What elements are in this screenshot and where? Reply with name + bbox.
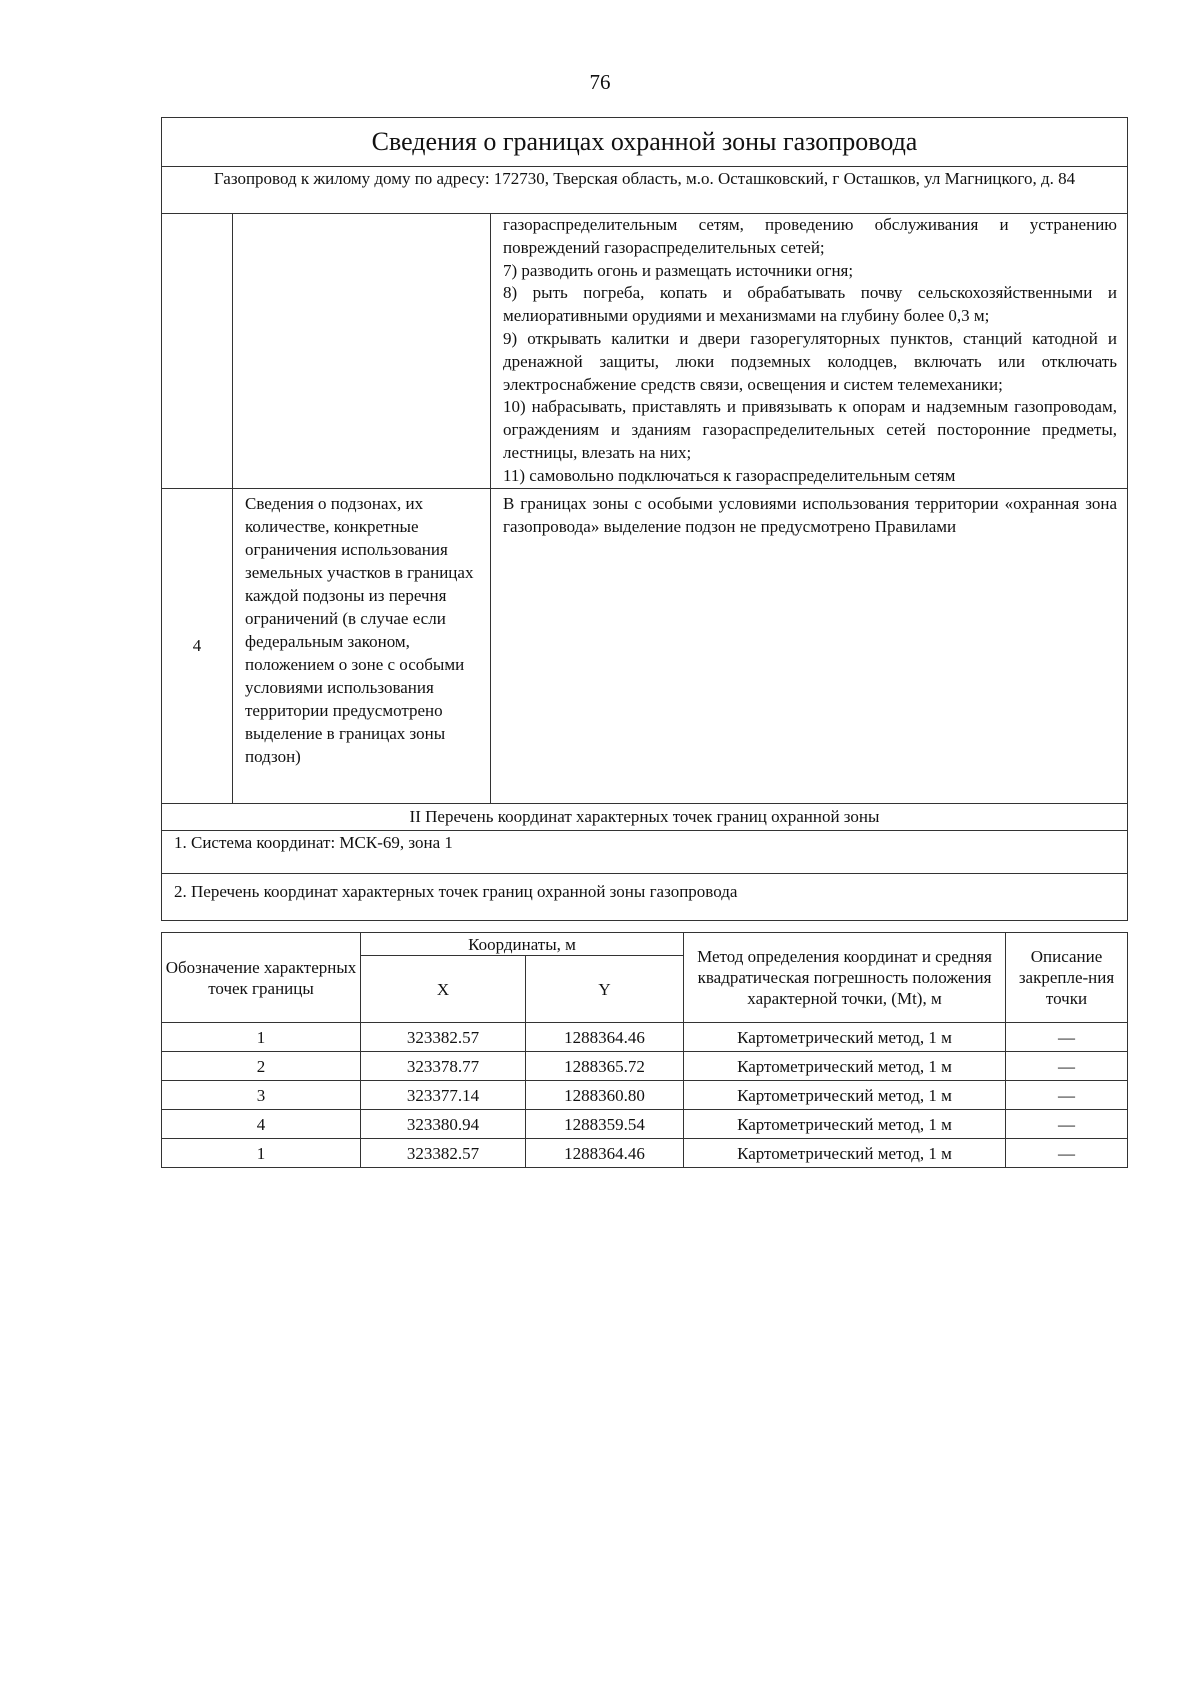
header-method: Метод определения координат и средняя квадратическая погрешность положения характерной точки, (Mt), м: [684, 933, 1006, 1023]
rules-continuation: [491, 214, 1128, 489]
header-coordinates: Координаты, м: [361, 933, 684, 956]
x-cell: 323380.94: [361, 1110, 526, 1139]
table-row: [162, 1023, 1128, 1052]
point-cell: 1: [162, 1139, 361, 1168]
rule-text: 9) открывать калитки и двери газорегуляторных пунктов, станций катодной и дренажной защиты, люки подземных колодцев, включать или отключать электроснабжение средств связи, освещения и систем телемеханики;: [503, 328, 1117, 394]
method-cell: Картометрический метод, 1 м: [684, 1110, 1006, 1139]
rule-text: 8) рыть погреба, копать и обрабатывать почву сельскохозяйственными и мелиоративными орудиями и механизмами на глубину более 0,3 м;: [503, 283, 1117, 326]
y-cell: 1288364.46: [526, 1139, 684, 1168]
subzone-value: В границах зоны с особыми условиями использования территории «охранная зона газопровода» выделение подзон не предусмотрено Правилами: [491, 488, 1128, 803]
subzone-label: Сведения о подзонах, их количестве, конкретные ограничения использования земельных участков в границах каждой подзоны из перечня ограничений (в случае если федеральным законом, положением о зоне с особыми условиями использования территории предусмотрено выделение в границах зоны подзон): [233, 488, 491, 803]
description-cell: —: [1006, 1081, 1128, 1110]
header-x: X: [361, 956, 526, 1023]
method-cell: Картометрический метод, 1 м: [684, 1139, 1006, 1168]
document-title: Сведения о границах охранной зоны газопровода: [162, 118, 1128, 167]
header-point: Обозначение характерных точек границы: [162, 933, 361, 1023]
section-title: II Перечень координат характерных точек границ охранной зоны: [162, 803, 1128, 830]
header-description: Описание закрепле-ния точки: [1006, 933, 1128, 1023]
rule-text: 10) набрасывать, приставлять и привязывать к опорам и надземным газопроводам, ограждениям и зданиям газораспределительных сетей посторонние предметы, лестницы, влезать на них;: [503, 397, 1117, 462]
x-cell: 323382.57: [361, 1139, 526, 1168]
y-cell: 1288365.72: [526, 1052, 684, 1081]
method-cell: Картометрический метод, 1 м: [684, 1023, 1006, 1052]
rule-text: 11) самовольно подключаться к газораспределительным сетям: [503, 465, 956, 485]
zone-info-table: [161, 117, 1128, 921]
rule-text: газораспределительным сетям, проведению обслуживания и устранению повреждений газораспределительных сетей;: [503, 215, 1117, 257]
coordinate-list-title: 2. Перечень координат характерных точек границ охранной зоны газопровода: [162, 873, 1128, 920]
point-cell: 2: [162, 1052, 361, 1081]
method-cell: Картометрический метод, 1 м: [684, 1052, 1006, 1081]
y-cell: 1288364.46: [526, 1023, 684, 1052]
coordinates-table: [161, 932, 1128, 1168]
description-cell: —: [1006, 1052, 1128, 1081]
table-row: [162, 1139, 1128, 1168]
rules-row: [162, 214, 1128, 489]
point-cell: 4: [162, 1110, 361, 1139]
description-cell: —: [1006, 1110, 1128, 1139]
method-cell: Картометрический метод, 1 м: [684, 1081, 1006, 1110]
page-number: 76: [589, 70, 611, 94]
rules-number-cell: [162, 214, 233, 489]
point-cell: 3: [162, 1081, 361, 1110]
table-row: [162, 1052, 1128, 1081]
header-y: Y: [526, 956, 684, 1023]
y-cell: 1288359.54: [526, 1110, 684, 1139]
table-row: [162, 1081, 1128, 1110]
description-cell: —: [1006, 1023, 1128, 1052]
x-cell: 323382.57: [361, 1023, 526, 1052]
y-cell: 1288360.80: [526, 1081, 684, 1110]
x-cell: 323378.77: [361, 1052, 526, 1081]
rule-text: 7) разводить огонь и размещать источники огня;: [503, 260, 854, 280]
row-number: 4: [162, 488, 233, 803]
point-cell: 1: [162, 1023, 361, 1052]
subzone-row: [162, 488, 1128, 803]
coordinate-system: 1. Система координат: МСК-69, зона 1: [162, 830, 1128, 873]
object-address: Газопровод к жилому дому по адресу: 172730, Тверская область, м.о. Осташковский, г Осташков, ул Магницкого, д. 84: [162, 167, 1128, 214]
x-cell: 323377.14: [361, 1081, 526, 1110]
table-row: [162, 1110, 1128, 1139]
description-cell: —: [1006, 1139, 1128, 1168]
rules-label-cell: [233, 214, 491, 489]
